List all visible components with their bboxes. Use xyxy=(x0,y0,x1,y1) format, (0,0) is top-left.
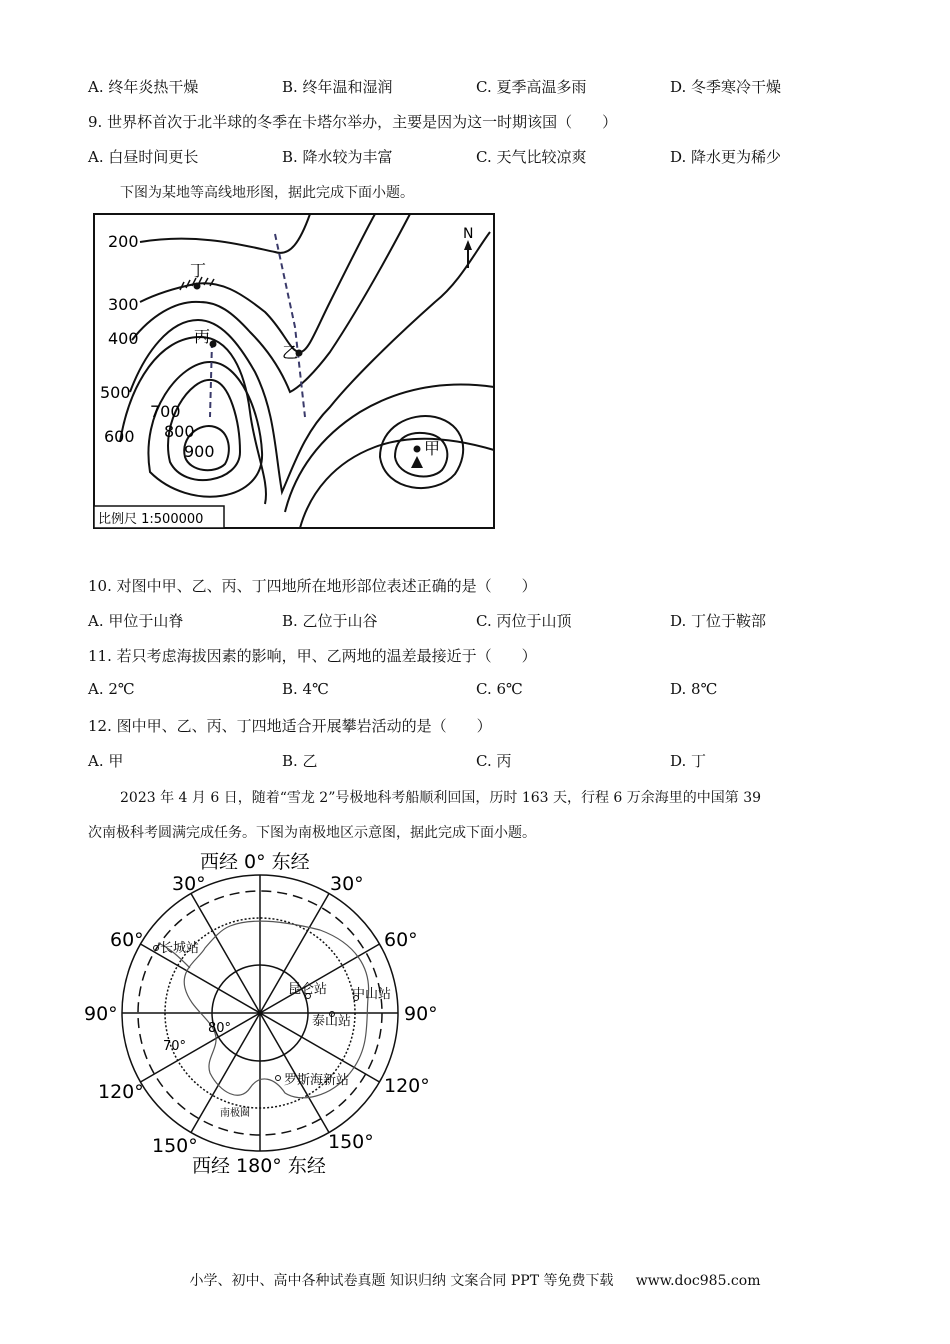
q11-option-a: A. 2℃ xyxy=(88,680,135,698)
place-yi: 乙 xyxy=(282,343,299,362)
q11-option-c: C. 6℃ xyxy=(476,680,523,698)
q8-option-b: B. 终年温和湿润 xyxy=(282,78,393,96)
antarctic-circle-label: 南极圈 xyxy=(220,1108,250,1119)
contour-map xyxy=(90,212,496,530)
footer-text: 小学、初中、高中各种试卷真题 知识归纳 文案合同 PPT 等免费下载 xyxy=(189,1273,614,1289)
place-jia: 甲 xyxy=(424,439,441,458)
q12-option-c: C. 丙 xyxy=(476,752,512,770)
q8-option-c: C. 夏季高温多雨 xyxy=(476,78,587,96)
contour-label-600: 600 xyxy=(104,427,135,446)
lon-label-60e: 60° xyxy=(384,929,418,951)
contour-label-800: 800 xyxy=(164,422,195,441)
q10-option-b: B. 乙位于山谷 xyxy=(282,612,378,630)
q12-option-d: D. 丁 xyxy=(670,752,707,770)
footer xyxy=(0,1270,950,1290)
lon-label-90e: 90° xyxy=(404,1003,438,1025)
contour-label-300: 300 xyxy=(108,295,139,314)
lon-label-30e: 30° xyxy=(330,873,364,895)
lon-label-30w: 30° xyxy=(172,873,206,895)
lon-label-120e: 120° xyxy=(384,1075,430,1097)
q9-stem: 9. 世界杯首次于北半球的冬季在卡塔尔举办，主要是因为这一时期该国（ ） xyxy=(88,113,618,131)
bottom-label: 西经 180° 东经 xyxy=(192,1155,326,1177)
top-label: 西经 0° 东经 xyxy=(200,851,310,873)
antarctic-map xyxy=(80,848,450,1178)
station-taishan: 泰山站 xyxy=(312,1014,352,1029)
q8-option-a: A. 终年炎热干燥 xyxy=(88,78,199,96)
station-zhongshan: 中山站 xyxy=(352,987,392,1002)
q12-option-b: B. 乙 xyxy=(282,752,318,770)
q12-stem: 12. 图中甲、乙、丙、丁四地适合开展攀岩活动的是（ ） xyxy=(88,717,492,735)
q11-option-b: B. 4℃ xyxy=(282,680,329,698)
lon-label-150w: 150° xyxy=(152,1135,198,1157)
lat-label-70: 70° xyxy=(163,1039,187,1054)
q9-option-c: C. 天气比较凉爽 xyxy=(476,148,587,166)
intro-contour: 下图为某地等高线地形图，据此完成下面小题。 xyxy=(120,185,414,201)
q8-option-d: D. 冬季寒冷干燥 xyxy=(670,78,782,96)
footer-url[interactable]: www.doc985.com xyxy=(635,1273,761,1289)
q10-option-c: C. 丙位于山顶 xyxy=(476,612,572,630)
q10-option-d: D. 丁位于鞍部 xyxy=(670,612,767,630)
lat-label-80: 80° xyxy=(208,1021,232,1036)
station-changcheng: 长城站 xyxy=(160,941,200,956)
station-kunlun: 昆仑站 xyxy=(288,982,328,997)
lon-label-120w: 120° xyxy=(98,1081,144,1103)
q12-option-a: A. 甲 xyxy=(88,752,124,770)
contour-label-500: 500 xyxy=(100,383,131,402)
q10-option-a: A. 甲位于山脊 xyxy=(88,612,184,630)
q9-option-d: D. 降水更为稀少 xyxy=(670,148,782,166)
place-bing: 丙 xyxy=(194,327,211,346)
contour-label-400: 400 xyxy=(108,329,139,348)
place-ding: 丁 xyxy=(190,261,207,280)
contour-label-900: 900 xyxy=(184,442,215,461)
intro-antarctic-line1: 2023 年 4 月 6 日，随着“雪龙 2”号极地科考船顺利回国，历时 163 天，行程 6 万余海里的中国第 39 xyxy=(120,790,762,806)
station-rossnew: 罗斯海新站 xyxy=(284,1073,350,1088)
intro-antarctic-line2: 次南极科考圆满完成任务。下图为南极地区示意图，据此完成下面小题。 xyxy=(88,825,536,841)
contour-label-700: 700 xyxy=(150,402,181,421)
lon-label-90w: 90° xyxy=(84,1003,118,1025)
q9-option-a: A. 白昼时间更长 xyxy=(88,148,199,166)
scale-label: 比例尺 1:500000 xyxy=(98,512,204,527)
q10-stem: 10. 对图中甲、乙、丙、丁四地所在地形部位表述正确的是（ ） xyxy=(88,577,537,595)
q11-option-d: D. 8℃ xyxy=(670,680,718,698)
lon-label-60w: 60° xyxy=(110,929,144,951)
lon-label-150e: 150° xyxy=(328,1131,374,1153)
q11-stem: 11. 若只考虑海拔因素的影响，甲、乙两地的温差最接近于（ ） xyxy=(88,647,537,665)
north-label: N xyxy=(463,226,474,242)
contour-label-200: 200 xyxy=(108,232,139,251)
q9-option-b: B. 降水较为丰富 xyxy=(282,148,393,166)
